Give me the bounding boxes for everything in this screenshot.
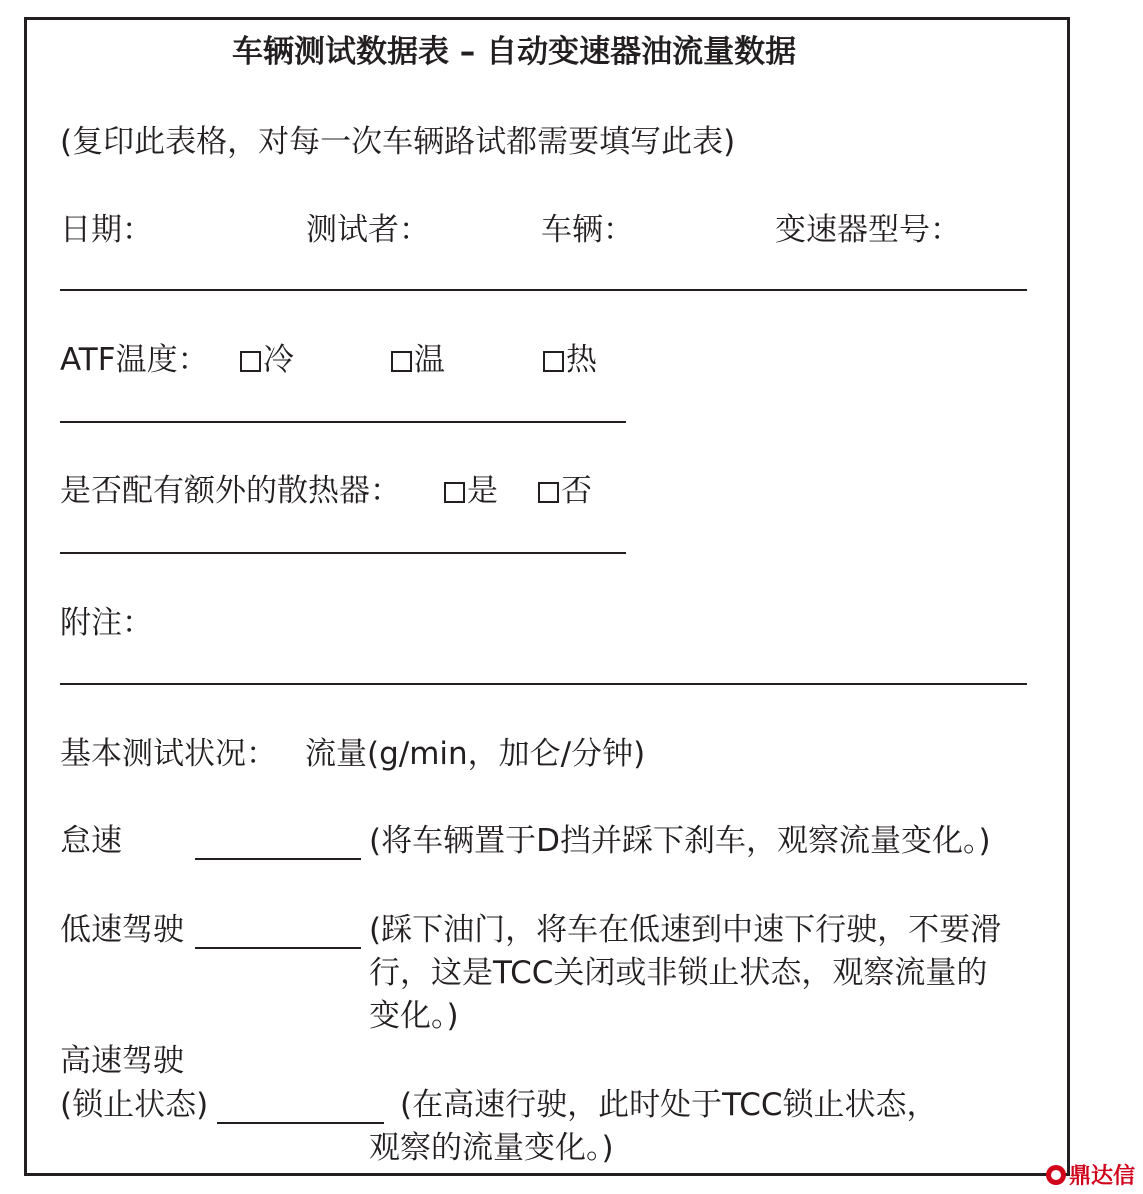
atf-temp-line: [60, 421, 626, 423]
vehicle-label: 车辆：: [541, 212, 634, 248]
checkbox-icon[interactable]: [240, 351, 261, 372]
high-speed-desc-line-2: 观察的流量变化。): [369, 1130, 614, 1166]
basic-test-label: 基本测试状况：: [60, 736, 277, 772]
low-speed-desc-line-2: 行，这是TCC关闭或非锁止状态，观察流量的: [369, 955, 988, 991]
atf-temp-label: ATF温度：: [60, 342, 209, 378]
cooler-option-no[interactable]: 否: [538, 473, 592, 509]
form-frame: [24, 17, 1070, 1176]
high-speed-desc-line-1: (在高速行驶，此时处于TCC锁止状态，: [400, 1087, 938, 1123]
watermark-logo-icon: [1046, 1165, 1066, 1185]
atf-temp-option-cold[interactable]: 冷: [240, 342, 294, 378]
header-fields-line: [60, 289, 1027, 291]
cooler-line: [60, 552, 626, 554]
checkbox-icon[interactable]: [391, 351, 412, 372]
tester-label: 测试者：: [306, 212, 430, 248]
low-speed-desc-line-3: 变化。): [369, 998, 459, 1034]
atf-temp-option-warm[interactable]: 温: [391, 342, 445, 378]
idle-label: 怠速: [60, 823, 122, 859]
high-speed-label-line-1: 高速驾驶: [60, 1043, 184, 1079]
atf-temp-option-hot[interactable]: 热: [543, 342, 597, 378]
idle-blank[interactable]: [195, 830, 361, 860]
watermark-text: 鼎达信: [1068, 1164, 1135, 1189]
low-speed-label: 低速驾驶: [60, 912, 184, 948]
transmission-model-label: 变速器型号：: [775, 212, 961, 248]
cooler-label: 是否配有额外的散热器：: [60, 473, 401, 509]
date-label: 日期：: [60, 212, 153, 248]
checkbox-icon[interactable]: [444, 482, 465, 503]
form-title: 车辆测试数据表 – 自动变速器油流量数据: [232, 34, 797, 70]
cooler-option-yes[interactable]: 是: [444, 473, 498, 509]
notes-line: [60, 683, 1027, 685]
instruction-text: (复印此表格，对每一次车辆路试都需要填写此表): [60, 124, 736, 160]
high-speed-blank[interactable]: [217, 1094, 384, 1124]
low-speed-desc-line-1: (踩下油门，将车在低速到中速下行驶，不要滑: [369, 912, 1002, 948]
high-speed-label-line-2: (锁止状态): [60, 1087, 209, 1123]
watermark: [1046, 1159, 1135, 1190]
flow-unit-label: 流量(g/min，加仑/分钟): [305, 736, 646, 772]
checkbox-icon[interactable]: [543, 351, 564, 372]
checkbox-icon[interactable]: [538, 482, 559, 503]
notes-label: 附注：: [60, 605, 153, 641]
idle-desc: (将车辆置于D挡并踩下刹车，观察流量变化。): [369, 823, 991, 859]
low-speed-blank[interactable]: [195, 919, 361, 949]
